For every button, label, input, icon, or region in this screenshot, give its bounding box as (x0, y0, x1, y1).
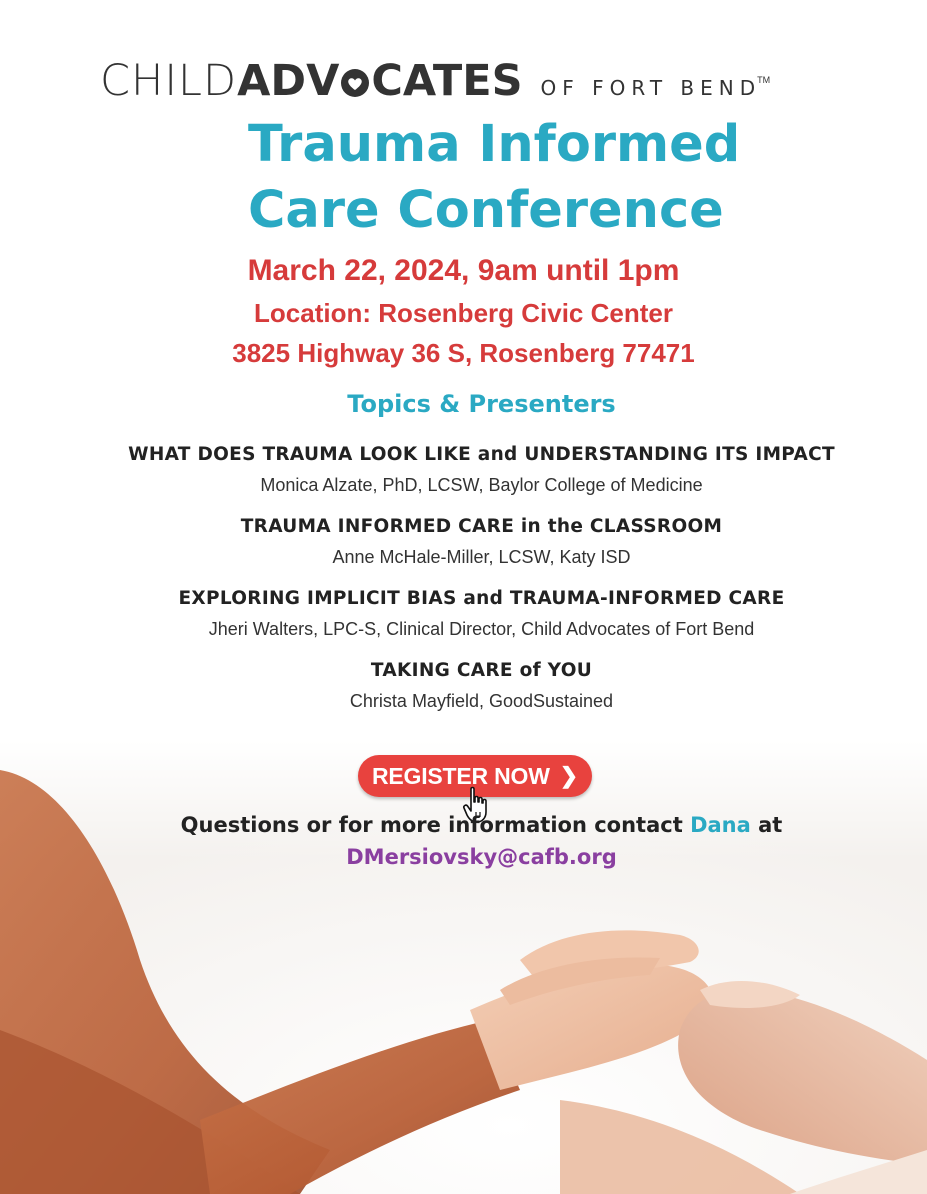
topic-title: WHAT DOES TRAUMA LOOK LIKE and UNDERSTANDING ITS IMPACT (128, 444, 835, 465)
trademark-mark: TM (757, 75, 771, 85)
topics-heading: Topics & Presenters (347, 390, 616, 418)
logo-advocates-pre: ADV (237, 56, 340, 106)
logo-advocates-post: CATES (371, 56, 523, 106)
conference-title (248, 112, 768, 244)
contact-line (0, 813, 927, 837)
logo-of-fort-bend: OF FORT BEND (540, 76, 762, 100)
contact-name: Dana (690, 813, 751, 837)
topic-presenter: Christa Mayfield, GoodSustained (349, 691, 614, 711)
chevron-right-icon: ❯ (559, 763, 578, 788)
topic-title: TAKING CARE of YOU (370, 660, 593, 681)
topic-presenter: Monica Alzate, PhD, LCSW, Baylor College of Medicine (260, 475, 703, 495)
heart-icon (340, 68, 370, 98)
title-line-2: Care Conference (248, 181, 724, 240)
topic-presenter: Jheri Walters, LPC-S, Clinical Director, Child Advocates of Fort Bend (208, 619, 755, 639)
contact-suffix: at (750, 813, 783, 837)
logo-child-text: CHILD (100, 56, 238, 106)
title-line-1: Trauma Informed (248, 115, 741, 174)
event-address: 3825 Highway 36 S, Rosenberg 77471 (232, 338, 695, 368)
contact-prefix: Questions or for more information contact (180, 813, 691, 837)
topic-title: EXPLORING IMPLICIT BIAS and TRAUMA-INFORMED CARE (178, 588, 785, 609)
event-location: Location: Rosenberg Civic Center (254, 298, 673, 328)
organization-logo (100, 56, 770, 106)
register-button-label: REGISTER NOW (371, 762, 550, 789)
topic-title: TRAUMA INFORMED CARE in the CLASSROOM (240, 516, 723, 537)
topic-presenter: Anne McHale-Miller, LCSW, Katy ISD (332, 547, 631, 567)
contact-email-link[interactable]: DMersiovsky@cafb.org (346, 845, 617, 869)
event-date: March 22, 2024, 9am until 1pm (247, 254, 680, 287)
